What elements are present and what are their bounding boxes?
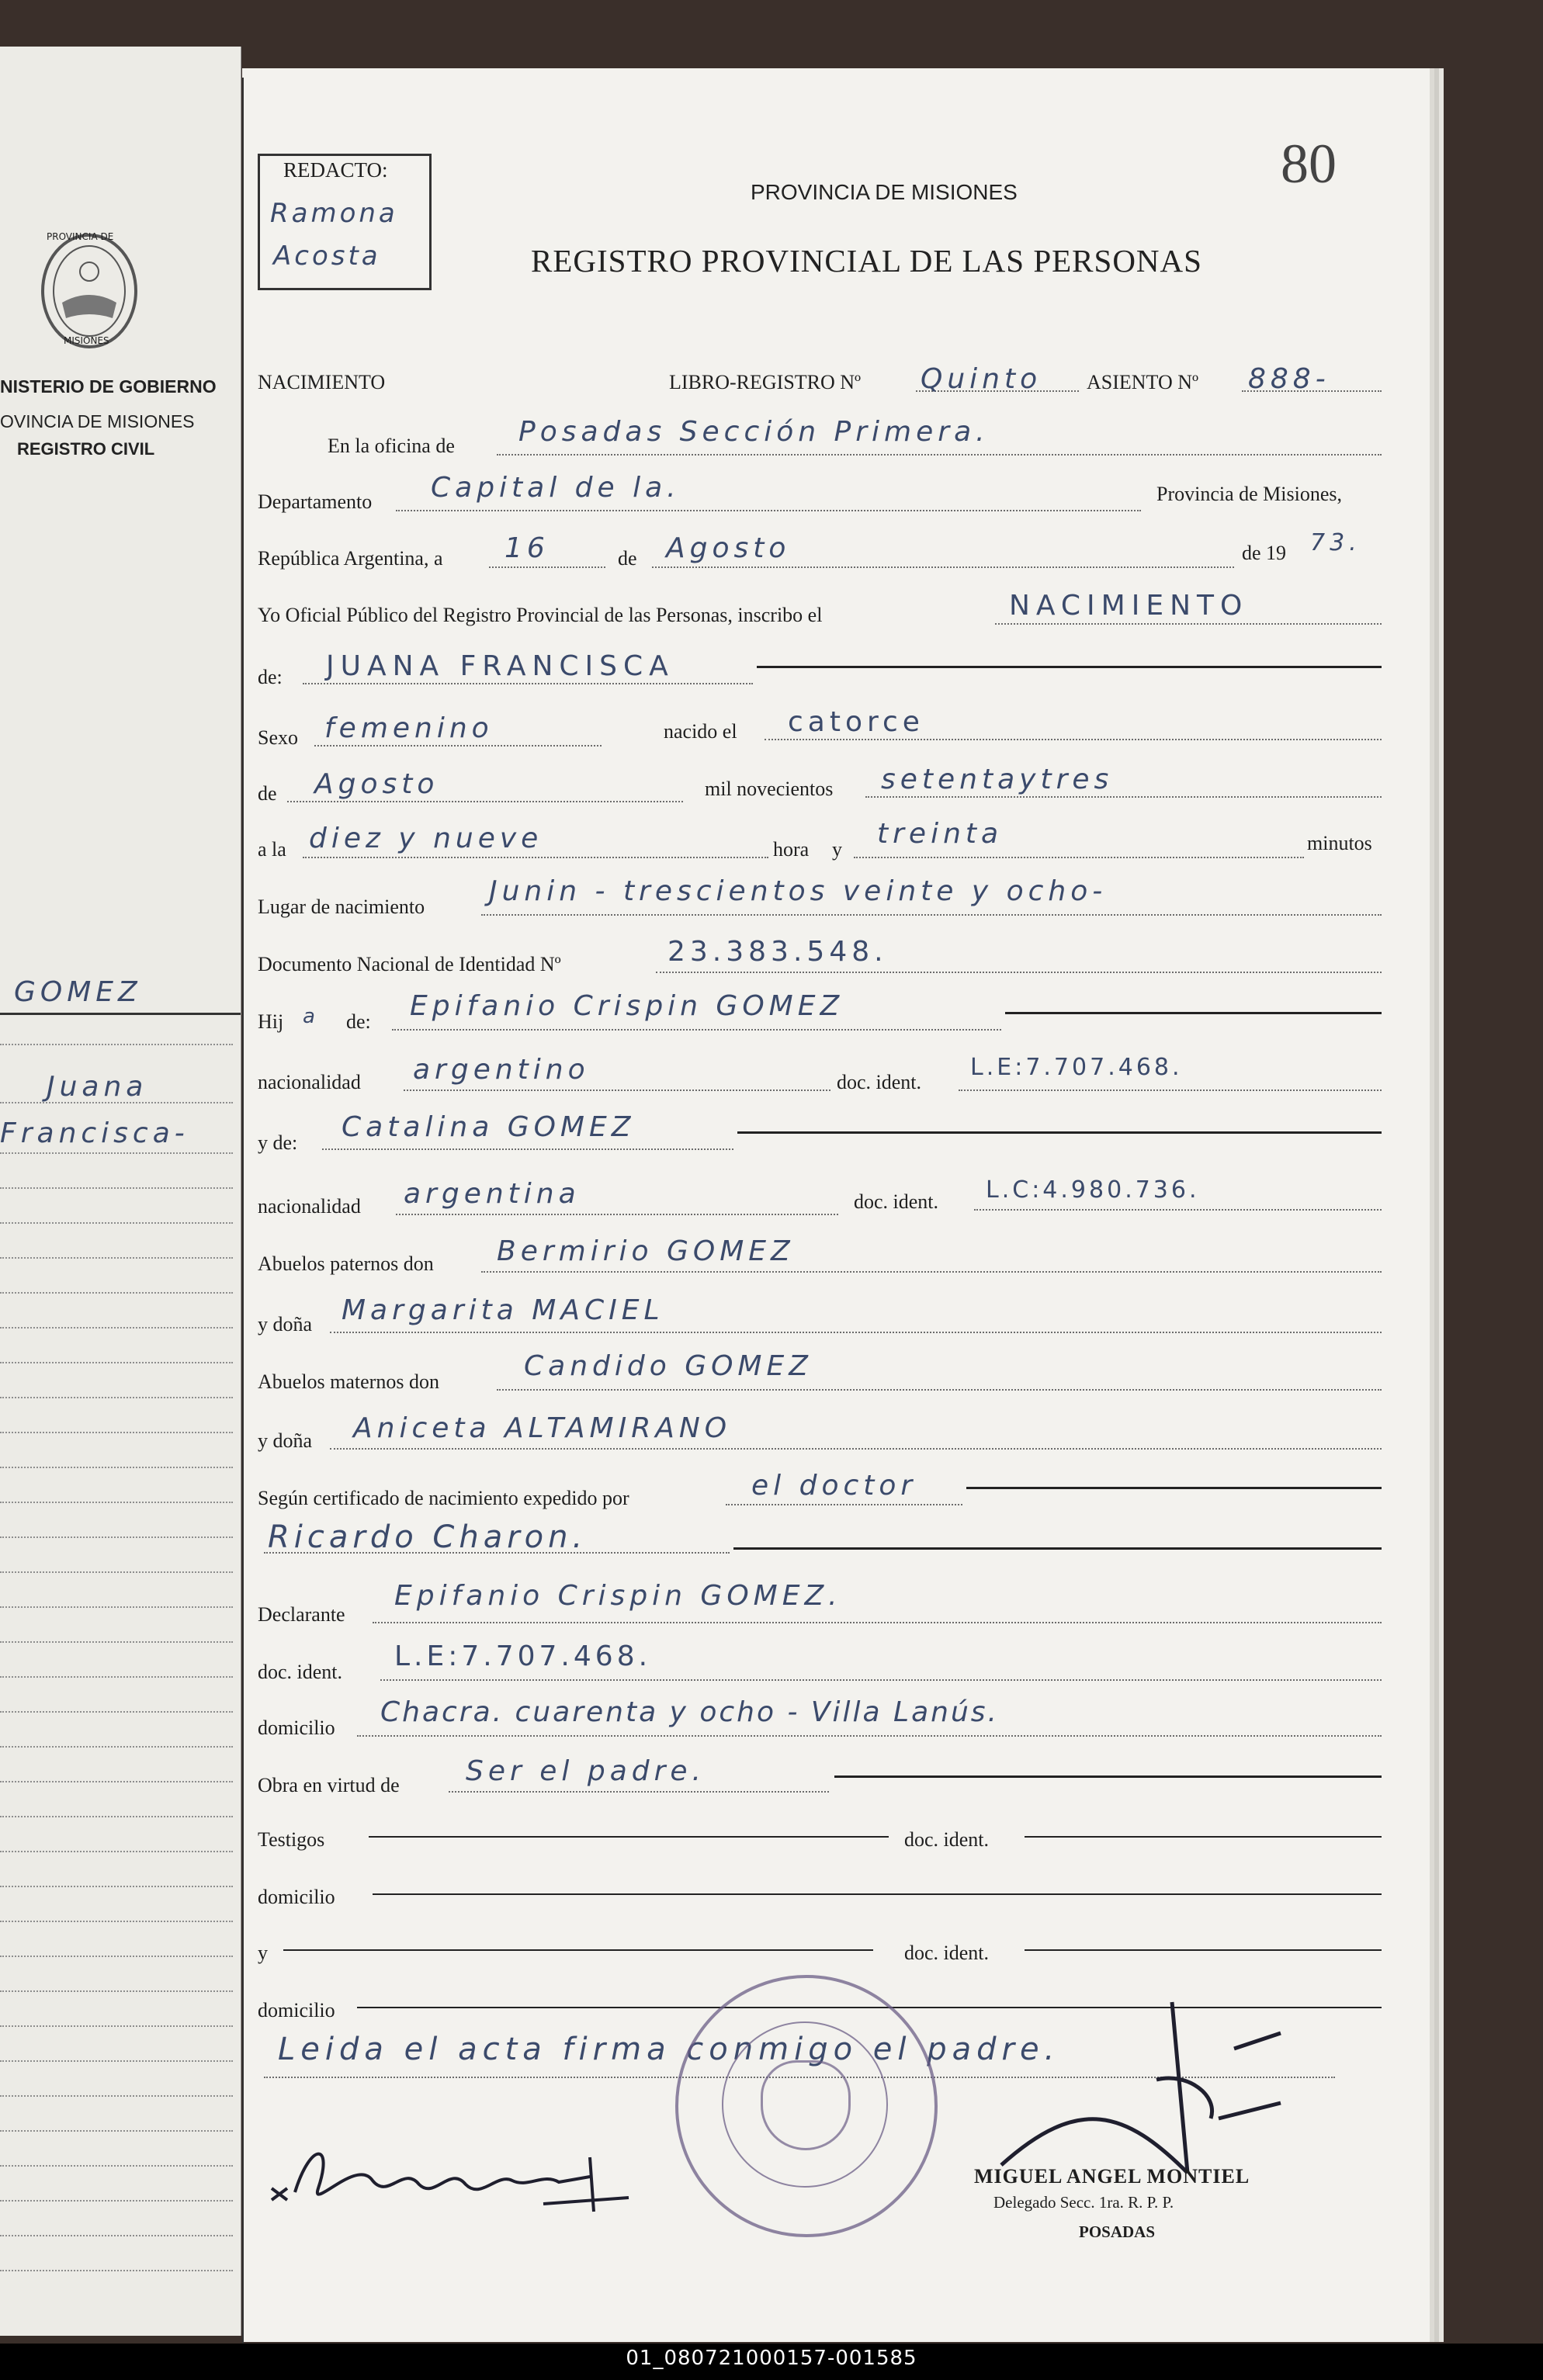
madre-nac-label: nacionalidad <box>258 1195 361 1218</box>
dni-line <box>656 972 1382 973</box>
left-line <box>0 1257 233 1259</box>
testigo2-rule <box>283 1949 873 1951</box>
obra-label: Obra en virtud de <box>258 1774 400 1796</box>
padre-line <box>392 1029 1001 1031</box>
dni-label: Documento Nacional de Identidad Nº <box>258 953 561 975</box>
domicilio-line <box>357 1735 1382 1737</box>
oficina-line <box>497 454 1382 456</box>
oficial-label: Yo Oficial Público del Registro Provincial de las Personas, inscribo el <box>258 604 823 626</box>
asiento-label: ASIENTO Nº <box>1087 371 1199 393</box>
inscribo-value: NACIMIENTO <box>1009 590 1249 622</box>
nacido-label: nacido el <box>664 720 737 743</box>
domicilio-value: Chacra. cuarenta y ocho - Villa Lanús. <box>380 1696 999 1728</box>
dom3-label: domicilio <box>258 1999 335 2021</box>
left-line <box>0 1571 233 1573</box>
left-line <box>0 1432 233 1433</box>
crest-text-bottom: MISIONES <box>64 335 109 346</box>
de-label: de <box>618 547 637 570</box>
left-line <box>0 1746 233 1748</box>
left-line <box>0 1536 233 1538</box>
declarant-signature-icon <box>264 2126 667 2227</box>
sexo-line <box>314 745 602 747</box>
hora-line <box>303 857 768 858</box>
hora-label: hora <box>773 838 810 861</box>
left-line <box>0 1711 233 1713</box>
cert2-rule <box>733 1547 1382 1550</box>
yde-label: y de: <box>258 1131 298 1154</box>
de2-label: de: <box>258 666 283 688</box>
minutos-label: minutos <box>1307 832 1372 854</box>
padre-nac-value: argentino <box>413 1054 590 1086</box>
ab-pat-label: Abuelos paternos don <box>258 1252 434 1275</box>
left-line <box>0 1222 233 1224</box>
libro-label: LIBRO-REGISTRO Nº <box>669 371 862 393</box>
left-line <box>0 2270 233 2271</box>
declarante-doc-line <box>380 1679 1382 1681</box>
anio-label: de 19 <box>1242 542 1287 564</box>
dni-value: 23.383.548. <box>667 936 888 968</box>
ministry-header: NISTERIO DE GOBIERNO <box>0 376 217 397</box>
left-surname: GOMEZ <box>14 976 142 1008</box>
oficina-value: Posadas Sección Primera. <box>518 416 990 448</box>
departamento-value: Capital de la. <box>431 472 681 504</box>
registry-title: REGISTRO PROVINCIAL DE LAS PERSONAS <box>531 243 1202 279</box>
left-line <box>0 2235 233 2236</box>
left-line <box>0 1327 233 1329</box>
left-line <box>0 2025 233 2027</box>
left-line <box>0 1956 233 1957</box>
minutos-line <box>854 857 1304 858</box>
left-given-name-2: Francisca- <box>0 1117 189 1149</box>
mes-value: Agosto <box>666 532 791 564</box>
mes-nac-value: Agosto <box>314 768 439 800</box>
left-line <box>0 1886 233 1887</box>
left-line <box>0 2130 233 2132</box>
cert-line <box>726 1504 962 1505</box>
minutos-value: treinta <box>877 818 1004 850</box>
left-line <box>0 2165 233 2167</box>
left-line <box>0 2060 233 2062</box>
left-line <box>0 1851 233 1852</box>
ab-pat-dona-line <box>330 1332 1382 1333</box>
mes-line <box>652 566 1234 568</box>
left-line <box>0 1502 233 1503</box>
ab-pat-dona-value: Margarita MACIEL <box>342 1294 664 1326</box>
mil-label: mil novecientos <box>705 778 834 800</box>
seal-crest-icon <box>761 2060 851 2150</box>
province-header: OVINCIA DE MISIONES <box>0 411 195 431</box>
left-line <box>0 1781 233 1782</box>
mes-nac-line <box>287 801 683 802</box>
obra-value: Ser el padre. <box>466 1755 706 1787</box>
madre-doc-line <box>974 1209 1382 1211</box>
inscribo-line <box>995 623 1382 625</box>
hijo-gender: a <box>303 1005 320 1028</box>
margin-rule <box>242 78 244 2344</box>
madre-doc-label: doc. ident. <box>854 1190 939 1213</box>
left-line <box>0 1676 233 1678</box>
left-line <box>0 1467 233 1468</box>
madre-doc-value: L.C:4.980.736. <box>986 1176 1200 1204</box>
nombre-rule <box>757 666 1382 668</box>
nacimiento-label: NACIMIENTO <box>258 371 386 393</box>
official-city: POSADAS <box>1079 2222 1156 2241</box>
dom2-rule <box>373 1893 1382 1895</box>
image-id-caption: 01_080721000157-001585 <box>626 2347 917 2370</box>
cert-label: Según certificado de nacimiento expedido por <box>258 1487 629 1509</box>
madre-nac-line <box>396 1214 838 1215</box>
left-line <box>0 1102 233 1103</box>
ab-pat-value: Bermirio GOMEZ <box>497 1235 795 1267</box>
left-line <box>0 1292 233 1294</box>
left-line <box>0 2095 233 2097</box>
redacto-name-2: Acosta <box>273 241 381 272</box>
hijo-de-label: de: <box>346 1010 371 1033</box>
testigo2-doc-label: doc. ident. <box>904 1942 990 1964</box>
ab-pat-line <box>481 1271 1382 1273</box>
hijo-label: Hij <box>258 1010 284 1033</box>
ab-mat-dona-value: Aniceta ALTAMIRANO <box>353 1412 732 1444</box>
ab-mat-dona-line <box>330 1448 1382 1450</box>
testigos-doc-rule <box>1025 1836 1382 1838</box>
republica-label: República Argentina, a <box>258 547 443 570</box>
testigo2-doc-rule <box>1025 1949 1382 1951</box>
cert-value: el doctor <box>751 1470 917 1502</box>
departamento-label: Departamento <box>258 490 373 513</box>
y-label: y <box>832 838 842 861</box>
madre-rule <box>737 1131 1382 1134</box>
left-line <box>0 1044 233 1045</box>
left-line <box>0 1362 233 1363</box>
left-line <box>0 1816 233 1817</box>
official-name: MIGUEL ANGEL MONTIEL <box>974 2165 1250 2188</box>
testigos-doc-label: doc. ident. <box>904 1828 990 1851</box>
doc2-label: doc. ident. <box>258 1661 343 1683</box>
dia-value: 16 <box>505 532 550 564</box>
declarante-doc-value: L.E:7.707.468. <box>394 1640 652 1672</box>
padre-nac-line <box>404 1090 830 1091</box>
nacido-line <box>765 739 1382 740</box>
dom2-label: domicilio <box>258 1886 335 1908</box>
testigos-rule <box>369 1836 889 1838</box>
redacto-name-1: Ramona <box>270 198 398 229</box>
closing-text: Leida el acta firma conmigo el padre. <box>278 2032 1060 2067</box>
cert-rule <box>966 1487 1382 1489</box>
padre-rule <box>1005 1012 1382 1014</box>
departamento-line <box>396 510 1141 511</box>
ab-mat-line <box>497 1389 1382 1391</box>
lugar-label: Lugar de nacimiento <box>258 896 425 918</box>
left-line <box>0 1990 233 1992</box>
nombre-line <box>303 683 753 684</box>
hora-value: diez y nueve <box>309 823 543 854</box>
asiento-value: 888- <box>1248 363 1330 395</box>
obra-rule <box>834 1775 1382 1778</box>
provincia-label: Provincia de Misiones, <box>1156 483 1343 505</box>
libro-value: Quinto <box>921 363 1042 395</box>
province-title: PROVINCIA DE MISIONES <box>751 180 1018 204</box>
domicilio-label: domicilio <box>258 1717 335 1739</box>
declarante-label: Declarante <box>258 1603 345 1626</box>
left-line <box>0 1606 233 1608</box>
lugar-line <box>481 914 1382 916</box>
nombre-value: JUANA FRANCISCA <box>326 650 674 682</box>
ab-pat-dona-label: y doña <box>258 1313 313 1336</box>
padre-value: Epifanio Crispin GOMEZ <box>410 990 844 1022</box>
ala-label: a la <box>258 838 286 861</box>
registry-header: REGISTRO CIVIL <box>17 439 155 459</box>
redacto-label: REDACTO: <box>283 158 388 182</box>
sexo-value: femenino <box>324 712 494 744</box>
left-given-name-1: Juana <box>47 1071 148 1103</box>
ab-mat-dona-label: y doña <box>258 1429 313 1452</box>
madre-line <box>322 1148 733 1150</box>
nacido-value: catorce <box>788 706 924 738</box>
cert-value-2: Ricardo Charon. <box>268 1519 588 1555</box>
de3-label: de <box>258 782 277 805</box>
sexo-label: Sexo <box>258 726 298 749</box>
declarante-value: Epifanio Crispin GOMEZ. <box>394 1580 842 1612</box>
dia-line <box>489 566 605 568</box>
ab-mat-label: Abuelos maternos don <box>258 1370 439 1393</box>
lugar-value: Junin - trescientos veinte y ocho- <box>489 875 1108 907</box>
padre-doc-label: doc. ident. <box>837 1071 922 1093</box>
padre-doc-line <box>959 1090 1382 1091</box>
crest-text-top: PROVINCIA DE <box>47 231 114 242</box>
left-line <box>0 1187 233 1189</box>
page-number: 80 <box>1281 133 1337 195</box>
left-line <box>0 1641 233 1643</box>
madre-value: Catalina GOMEZ <box>342 1111 636 1143</box>
y2-label: y <box>258 1942 268 1964</box>
left-line <box>0 1921 233 1922</box>
testigos-label: Testigos <box>258 1828 325 1851</box>
left-line <box>0 1152 233 1154</box>
obra-line <box>449 1791 829 1793</box>
oficina-label: En la oficina de <box>328 435 455 457</box>
anio-nac-line <box>865 796 1382 798</box>
anio-nac-value: setentaytres <box>881 764 1114 795</box>
padre-doc-value: L.E:7.707.468. <box>970 1054 1183 1081</box>
declarante-line <box>373 1622 1382 1623</box>
left-line <box>0 2200 233 2202</box>
official-title: Delegado Secc. 1ra. R. P. P. <box>993 2193 1174 2212</box>
left-rule <box>0 1013 241 1015</box>
madre-nac-value: argentina <box>404 1178 581 1210</box>
anio-value: 73. <box>1310 529 1361 556</box>
left-line <box>0 1397 233 1398</box>
ab-mat-value: Candido GOMEZ <box>524 1350 813 1382</box>
padre-nac-label: nacionalidad <box>258 1071 361 1093</box>
